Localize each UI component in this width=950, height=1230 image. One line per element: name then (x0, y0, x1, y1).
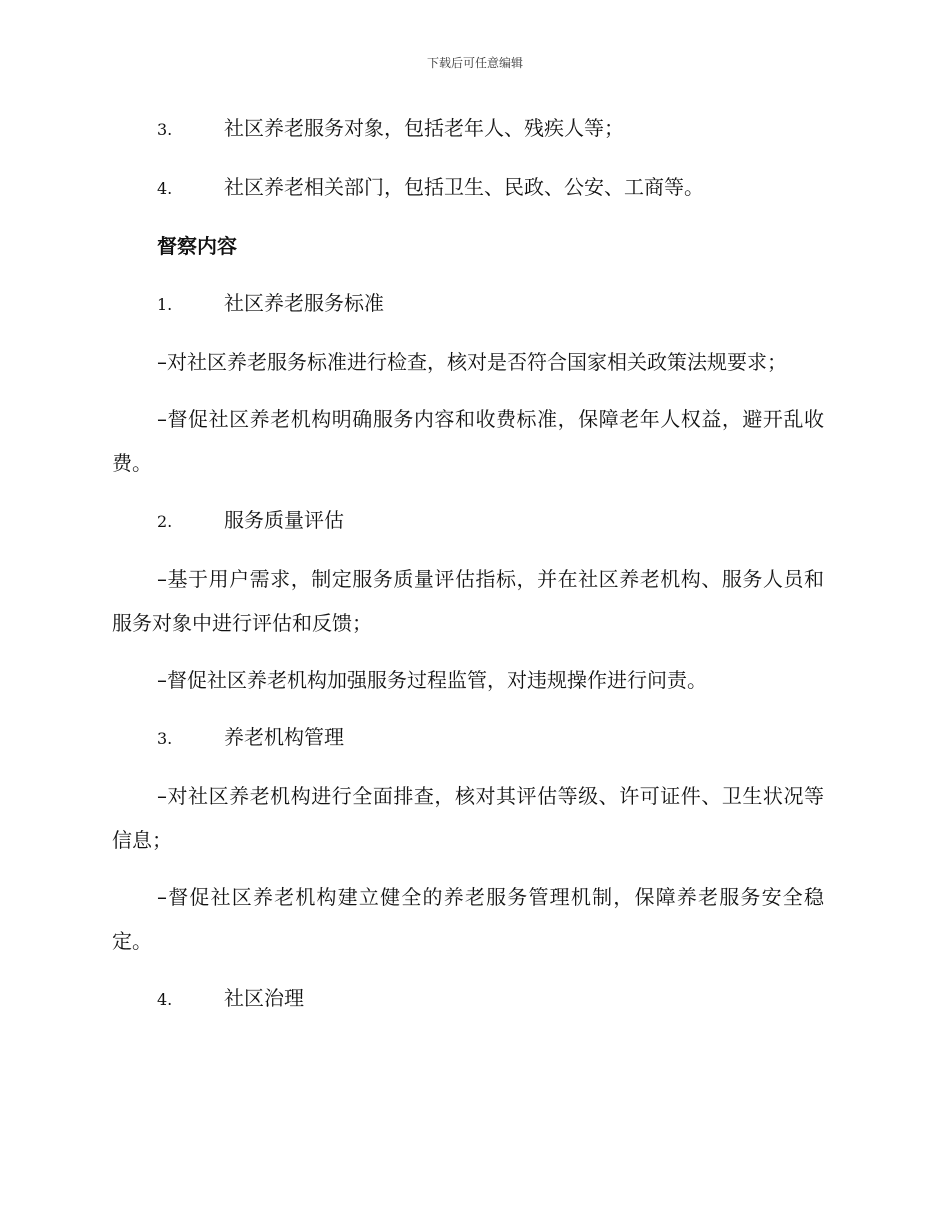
document-body (112, 106, 824, 1035)
list-item (112, 106, 824, 152)
list-number: 1. (157, 295, 173, 314)
list-number: 4. (157, 179, 173, 198)
page-header: 下载后可任意编辑 (426, 56, 523, 70)
list-number: 3. (157, 120, 173, 139)
list-item (112, 165, 824, 211)
list-item (112, 281, 824, 327)
list-text: 社区养老服务对象，包括老年人、残疾人等； (224, 116, 624, 140)
paragraph: –督促社区养老机构加强服务过程监管，对违规操作进行问责。 (157, 668, 707, 692)
paragraph: –督促社区养老机构建立健全的养老服务管理机制，保障养老服务安全稳定。 (112, 885, 824, 953)
section-heading: 督察内容 (157, 234, 237, 258)
list-text: 社区养老服务标准 (224, 291, 384, 315)
list-text: 服务质量评估 (224, 508, 344, 532)
list-item (112, 498, 824, 544)
list-number: 3. (157, 729, 173, 748)
list-item (112, 976, 824, 1022)
paragraph: –对社区养老机构进行全面排查，核对其评估等级、许可证件、卫生状况等信息； (112, 784, 824, 852)
paragraph: –对社区养老服务标准进行检查，核对是否符合国家相关政策法规要求； (157, 350, 787, 374)
list-item (112, 715, 824, 761)
list-text: 社区养老相关部门，包括卫生、民政、公安、工商等。 (224, 175, 704, 199)
list-number: 2. (157, 512, 173, 531)
list-text: 社区治理 (224, 986, 304, 1010)
list-text: 养老机构管理 (224, 725, 344, 749)
paragraph: –督促社区养老机构明确服务内容和收费标准，保障老年人权益，避开乱收费。 (112, 407, 824, 475)
list-number: 4. (157, 990, 173, 1009)
paragraph: –基于用户需求，制定服务质量评估指标，并在社区养老机构、服务人员和服务对象中进行评估和反馈； (112, 567, 824, 635)
